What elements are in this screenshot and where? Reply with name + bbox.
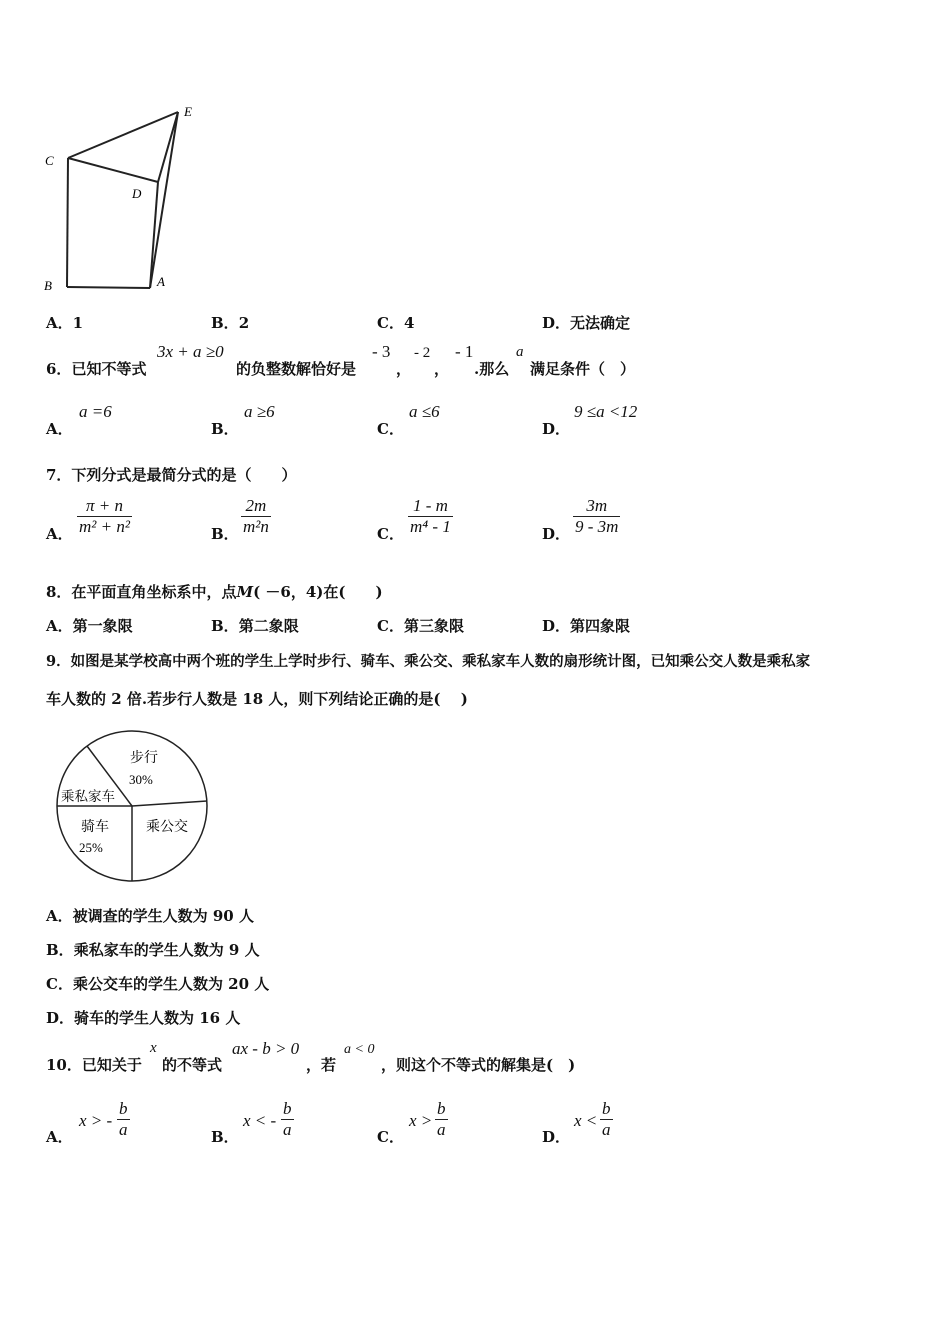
q9-option-c: C．乘公交车的学生人数为 20 人 bbox=[46, 975, 270, 993]
q10-option-c-letter: C． bbox=[377, 1128, 404, 1146]
pie-private-label: 乘私家车 bbox=[61, 789, 115, 805]
q6-option-d-expr: 9 ≤a <12 bbox=[574, 402, 638, 421]
q10-inequality: ax - b > 0 bbox=[232, 1039, 300, 1058]
q6-value-2: - 2 bbox=[414, 345, 431, 361]
q6-option-d-letter: D． bbox=[542, 420, 571, 438]
q10-stem-if: ，若 bbox=[306, 1056, 337, 1074]
q6-stem-start: 6．已知不等式 bbox=[46, 360, 147, 378]
q6-comma-2: ， bbox=[434, 360, 450, 378]
q9-stem-line1: 9．如图是某学校高中两个班的学生上学时步行、骑车、乘公交、乘私家车人数的扇形统计图，已知乘公交人数是乘私家 bbox=[46, 653, 811, 670]
label-e: E bbox=[184, 104, 192, 119]
q6-value-1: - 3 bbox=[372, 342, 391, 361]
q7-option-a-letter: A． bbox=[46, 525, 73, 543]
q8-stem: 8．在平面直角坐标系中，点M( －6，4)在( ) bbox=[46, 583, 383, 601]
pie-bike-label: 骑车 bbox=[81, 819, 109, 835]
q5-option-d: D．无法确定 bbox=[542, 314, 631, 332]
q10-option-b-lhs: x < - bbox=[243, 1111, 277, 1130]
q10-stem-end: ，则这个不等式的解集是( ) bbox=[381, 1056, 576, 1074]
pie-bike-pct: 25% bbox=[79, 840, 103, 855]
q10-condition: a < 0 bbox=[344, 1042, 375, 1057]
q5-option-c: C．4 bbox=[377, 314, 415, 332]
q10-option-c-lhs: x > bbox=[409, 1111, 433, 1130]
q6-option-b-expr: a ≥6 bbox=[244, 402, 275, 421]
q6-stem-end: 满足条件（ ） bbox=[530, 360, 636, 378]
q10-option-c-fraction: $\frac{b}{a}$ bbox=[437, 1099, 446, 1139]
pie-walk-pct: 30% bbox=[129, 772, 153, 787]
q5-option-a: A．1 bbox=[46, 314, 84, 332]
q8-option-c: C．第三象限 bbox=[377, 617, 464, 635]
q5-option-b: B．2 bbox=[211, 314, 250, 332]
label-b: B bbox=[44, 278, 52, 293]
q7-option-d-letter: D． bbox=[542, 525, 571, 543]
q6-variable: a bbox=[516, 344, 524, 360]
label-c: C bbox=[45, 153, 54, 168]
q10-option-b-letter: B． bbox=[211, 1128, 239, 1146]
q10-stem-start: 10．已知关于 bbox=[46, 1056, 142, 1074]
q10-option-b-fraction: $\frac{b}{a}$ bbox=[283, 1099, 292, 1139]
q6-option-c-expr: a ≤6 bbox=[409, 402, 440, 421]
q10-option-d-letter: D． bbox=[542, 1128, 571, 1146]
q6-option-a-expr: a =6 bbox=[79, 402, 112, 421]
q6-value-3: - 1 bbox=[455, 342, 474, 361]
q9-option-b: B．乘私家车的学生人数为 9 人 bbox=[46, 941, 260, 959]
q8-option-d: D．第四象限 bbox=[542, 617, 631, 635]
q10-variable: x bbox=[150, 1040, 157, 1056]
pie-bus-label: 乘公交 bbox=[146, 819, 188, 835]
q7-option-b-fraction: $\frac{2m}{\text{m²n}}$ bbox=[243, 496, 269, 536]
q10-option-a-fraction: $\frac{b}{a}$ bbox=[119, 1099, 128, 1139]
q10-stem-mid: 的不等式 bbox=[162, 1056, 223, 1074]
q8-option-b: B．第二象限 bbox=[211, 617, 299, 635]
pie-chart bbox=[50, 724, 215, 889]
q6-stem-then: .那么 bbox=[474, 360, 510, 378]
q10-option-d-fraction: $\frac{b}{a}$ bbox=[602, 1099, 611, 1139]
q10-option-a-letter: A． bbox=[46, 1128, 73, 1146]
label-a: A bbox=[157, 274, 165, 289]
label-d: D bbox=[132, 186, 142, 201]
q6-option-a-letter: A． bbox=[46, 420, 73, 438]
q7-option-c-letter: C． bbox=[377, 525, 404, 543]
q7-option-c-fraction: $\frac{1 - m}{\text{m⁴ - 1}}$ bbox=[410, 496, 451, 536]
q8-option-a: A．第一象限 bbox=[46, 617, 133, 635]
q10-option-a-lhs: x > - bbox=[79, 1111, 113, 1130]
q9-option-d: D．骑车的学生人数为 16 人 bbox=[46, 1009, 241, 1027]
q6-stem-mid: 的负整数解恰好是 bbox=[236, 360, 357, 378]
q6-inequality: 3x + a ≥0 bbox=[157, 342, 224, 361]
q9-option-a: A．被调查的学生人数为 90 人 bbox=[46, 907, 254, 925]
q7-option-a-fraction: $\frac{\pi + n}{\text{m² + n²}}$ bbox=[79, 496, 130, 536]
q6-option-b-letter: B． bbox=[211, 420, 239, 438]
q9-stem-line2: 车人数的 2 倍.若步行人数是 18 人，则下列结论正确的是( ) bbox=[46, 690, 468, 708]
pie-walk-label: 步行 bbox=[130, 750, 158, 766]
q7-stem: 7．下列分式是最简分式的是（ ） bbox=[46, 466, 297, 484]
geometry-figure bbox=[40, 100, 210, 300]
q10-option-d-lhs: x < bbox=[574, 1111, 598, 1130]
q7-option-b-letter: B． bbox=[211, 525, 239, 543]
q6-comma-1: ， bbox=[396, 360, 412, 378]
q7-option-d-fraction: $\frac{3m}{9 - 3m}$ bbox=[575, 496, 619, 536]
q6-option-c-letter: C． bbox=[377, 420, 404, 438]
